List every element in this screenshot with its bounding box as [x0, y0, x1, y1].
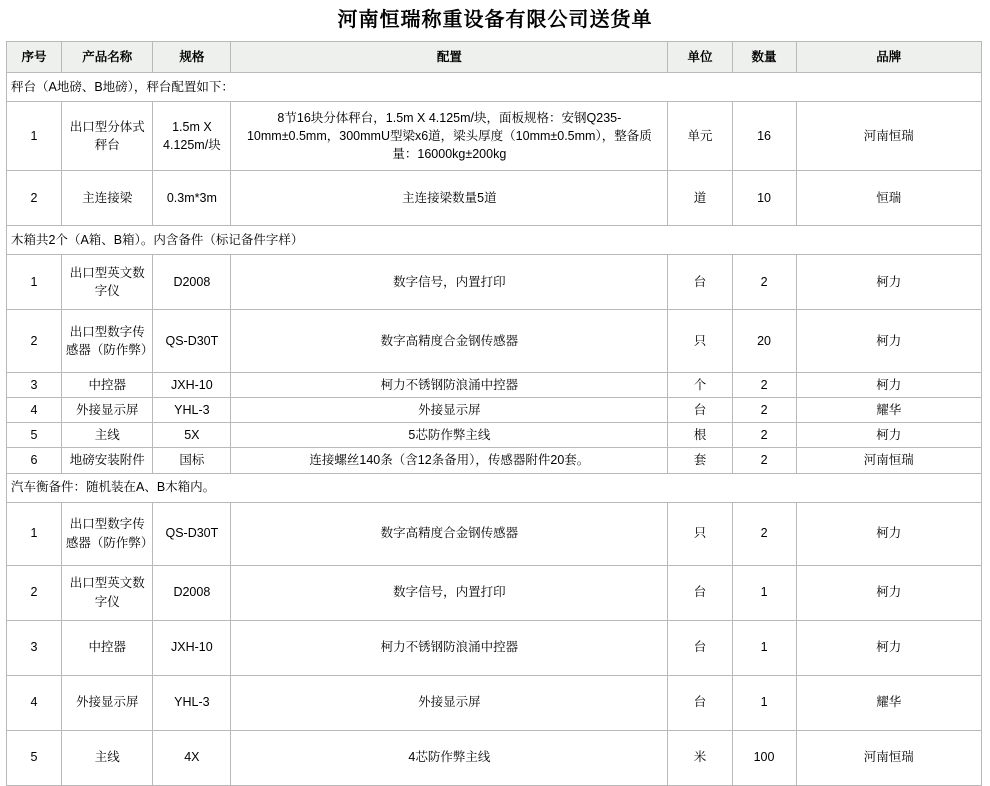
table-row — [7, 675, 982, 730]
cell-name: 出口型数字传感器（防作弊） — [61, 502, 153, 565]
section-label: 木箱共2个（A箱、B箱）。内含备件（标记备件字样） — [7, 226, 982, 255]
cell-spec: JXH-10 — [153, 620, 231, 675]
cell-unit: 单元 — [668, 102, 732, 171]
cell-name: 外接显示屏 — [61, 398, 153, 423]
column-header-no: 序号 — [7, 42, 62, 73]
cell-spec: QS-D30T — [153, 502, 231, 565]
cell-brand: 柯力 — [796, 565, 981, 620]
cell-unit: 根 — [668, 423, 732, 448]
cell-brand: 河南恒瑞 — [796, 448, 981, 473]
cell-name: 出口型分体式秤台 — [61, 102, 153, 171]
cell-config: 数字信号，内置打印 — [231, 255, 668, 310]
cell-config: 柯力不锈钢防浪涌中控器 — [231, 373, 668, 398]
cell-name: 外接显示屏 — [61, 675, 153, 730]
cell-no: 4 — [7, 675, 62, 730]
table-row — [7, 502, 982, 565]
cell-qty: 2 — [732, 255, 796, 310]
cell-qty: 2 — [732, 398, 796, 423]
cell-qty: 20 — [732, 310, 796, 373]
cell-config: 数字信号，内置打印 — [231, 565, 668, 620]
cell-qty: 16 — [732, 102, 796, 171]
section-header-row — [7, 473, 982, 502]
cell-no: 1 — [7, 102, 62, 171]
table-header — [7, 42, 982, 73]
table-row — [7, 255, 982, 310]
cell-unit: 只 — [668, 502, 732, 565]
cell-no: 2 — [7, 171, 62, 226]
section-header-row — [7, 226, 982, 255]
cell-no: 1 — [7, 255, 62, 310]
cell-spec: 5X — [153, 423, 231, 448]
cell-no: 4 — [7, 398, 62, 423]
table-row — [7, 102, 982, 171]
cell-name: 主连接梁 — [61, 171, 153, 226]
cell-spec: JXH-10 — [153, 373, 231, 398]
cell-qty: 2 — [732, 448, 796, 473]
cell-brand: 耀华 — [796, 398, 981, 423]
cell-spec: D2008 — [153, 565, 231, 620]
cell-unit: 台 — [668, 620, 732, 675]
column-header-name: 产品名称 — [61, 42, 153, 73]
cell-brand: 柯力 — [796, 423, 981, 448]
cell-brand: 柯力 — [796, 310, 981, 373]
cell-config: 外接显示屏 — [231, 398, 668, 423]
cell-qty: 2 — [732, 373, 796, 398]
cell-spec: QS-D30T — [153, 310, 231, 373]
cell-qty: 2 — [732, 502, 796, 565]
cell-spec: 1.5m X 4.125m/块 — [153, 102, 231, 171]
cell-unit: 米 — [668, 730, 732, 785]
cell-unit: 个 — [668, 373, 732, 398]
cell-no: 5 — [7, 423, 62, 448]
cell-brand: 柯力 — [796, 373, 981, 398]
cell-unit: 只 — [668, 310, 732, 373]
page-title: 河南恒瑞称重设备有限公司送货单 — [337, 9, 653, 31]
cell-qty: 1 — [732, 565, 796, 620]
section-header-row — [7, 73, 982, 102]
table-row — [7, 620, 982, 675]
cell-name: 中控器 — [61, 620, 153, 675]
cell-qty: 10 — [732, 171, 796, 226]
cell-brand: 柯力 — [796, 620, 981, 675]
column-header-brand: 品牌 — [796, 42, 981, 73]
cell-name: 出口型英文数字仪 — [61, 565, 153, 620]
table-row — [7, 423, 982, 448]
delivery-table — [6, 41, 982, 786]
cell-spec: D2008 — [153, 255, 231, 310]
cell-brand: 恒瑞 — [796, 171, 981, 226]
cell-qty: 100 — [732, 730, 796, 785]
cell-name: 出口型英文数字仪 — [61, 255, 153, 310]
cell-qty: 1 — [732, 620, 796, 675]
column-header-config: 配置 — [231, 42, 668, 73]
cell-no: 2 — [7, 310, 62, 373]
cell-config: 数字高精度合金钢传感器 — [231, 502, 668, 565]
cell-config: 连接螺丝140条（含12条备用），传感器附件20套。 — [231, 448, 668, 473]
cell-name: 主线 — [61, 423, 153, 448]
cell-name: 中控器 — [61, 373, 153, 398]
column-header-spec: 规格 — [153, 42, 231, 73]
section-label: 秤台（A地磅、B地磅），秤台配置如下： — [7, 73, 982, 102]
cell-spec: YHL-3 — [153, 398, 231, 423]
cell-config: 8节16块分体秤台，1.5m X 4.125m/块，面板规格：安钢Q235-10mm±0.5mm，300mmU型梁x6道，梁头厚度（10mm±0.5mm），整备质量：16000kg±200kg — [231, 102, 668, 171]
cell-config: 柯力不锈钢防浪涌中控器 — [231, 620, 668, 675]
cell-name: 出口型数字传感器（防作弊） — [61, 310, 153, 373]
table-row — [7, 730, 982, 785]
cell-no: 2 — [7, 565, 62, 620]
cell-brand: 耀华 — [796, 675, 981, 730]
cell-spec: YHL-3 — [153, 675, 231, 730]
cell-config: 5芯防作弊主线 — [231, 423, 668, 448]
table-row — [7, 171, 982, 226]
cell-no: 6 — [7, 448, 62, 473]
table-row — [7, 310, 982, 373]
table-header-row — [7, 42, 982, 73]
cell-unit: 道 — [668, 171, 732, 226]
cell-qty: 1 — [732, 675, 796, 730]
cell-config: 数字高精度合金钢传感器 — [231, 310, 668, 373]
cell-unit: 台 — [668, 565, 732, 620]
cell-name: 地磅安装附件 — [61, 448, 153, 473]
cell-no: 3 — [7, 620, 62, 675]
cell-unit: 套 — [668, 448, 732, 473]
cell-brand: 柯力 — [796, 255, 981, 310]
column-header-unit: 单位 — [668, 42, 732, 73]
column-header-qty: 数量 — [732, 42, 796, 73]
section-label: 汽车衡备件：随机装在A、B木箱内。 — [7, 473, 982, 502]
table-row — [7, 448, 982, 473]
cell-name: 主线 — [61, 730, 153, 785]
cell-no: 5 — [7, 730, 62, 785]
table-row — [7, 373, 982, 398]
cell-spec: 4X — [153, 730, 231, 785]
cell-unit: 台 — [668, 398, 732, 423]
table-body — [7, 73, 982, 786]
cell-no: 3 — [7, 373, 62, 398]
cell-brand: 柯力 — [796, 502, 981, 565]
table-row — [7, 565, 982, 620]
cell-unit: 台 — [668, 675, 732, 730]
cell-qty: 2 — [732, 423, 796, 448]
cell-no: 1 — [7, 502, 62, 565]
cell-config: 4芯防作弊主线 — [231, 730, 668, 785]
table-row — [7, 398, 982, 423]
cell-spec: 国标 — [153, 448, 231, 473]
cell-unit: 台 — [668, 255, 732, 310]
cell-brand: 河南恒瑞 — [796, 730, 981, 785]
cell-brand: 河南恒瑞 — [796, 102, 981, 171]
cell-config: 主连接梁数量5道 — [231, 171, 668, 226]
cell-spec: 0.3m*3m — [153, 171, 231, 226]
cell-config: 外接显示屏 — [231, 675, 668, 730]
